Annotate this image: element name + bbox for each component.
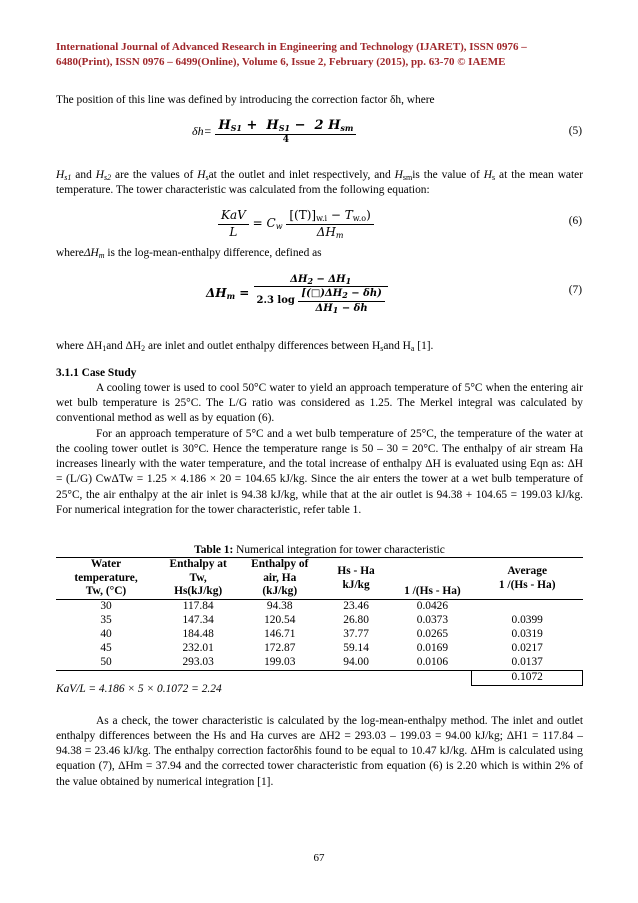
paragraph-check: As a check, the tower characteristic is calculated by the log-mean-enthalpy method. The inlet and outlet enthalpy differences between the Hs and Ha curves are ΔH2 = 293.03 – 199.03 = 94.00 kJ/kg; ΔH1 = 117.84 – 94.38 = 23.46 kJ/kg. The enthalpy correction factorδhis found to be equal to 10.47 kJ/kg. ΔHm is calculated using equation (7), ΔHm = 37.94 and the corrected tower characteristic from equation (6) is 2.20 which is within 2% of the value obtained by numerical integration [1].: [56, 715, 583, 788]
kav-result-line: KaV/L = 4.186 × 5 × 0.1072 = 2.24: [56, 683, 222, 695]
journal-header: [56, 40, 583, 71]
header-enthalpy-of-air: Enthalpy of air, Ha (kJ/kg): [251, 558, 309, 598]
table-row: 30 117.84 94.38 23.46 0.0426: [100, 600, 449, 613]
integration-table: [56, 557, 583, 686]
eq6-right-fraction: $\frac{[(T)]_{w.i} - T_{w.o})}{\Delta H_m}$: [286, 208, 373, 241]
table-caption: Table 1: Numerical integration for tower characteristic: [194, 544, 445, 556]
table-row: 50 293.03 199.03 94.00 0.0106 0.0137: [56, 656, 583, 670]
eq6-left-fraction: $\frac{\text{KaV}}{L}$: [218, 208, 249, 241]
page-number: 67: [313, 852, 325, 864]
eq7-number: (7): [568, 284, 582, 296]
header-water-temperature: Water temperature, Tw, (°C): [74, 558, 138, 598]
equation-5: [192, 117, 356, 147]
eq5-number: (5): [568, 125, 582, 137]
eq6-number: (6): [568, 215, 582, 227]
table-row: 40 184.48 146.71 37.77 0.0265 0.0319: [100, 627, 543, 640]
eq7-fraction: $\Delta H_2 - \Delta H_1$ 2.3 log $\frac{[(□)\Delta H_2 - \delta h)}{\Delta H_1 - \delta h}$: [254, 273, 388, 315]
table-header-row: [56, 558, 583, 600]
header-average: Average 1 /(Hs - Ha): [498, 564, 556, 591]
journal-header-line2: 6480(Print), ISSN 0976 – 6499(Online), Volume 6, Issue 2, February (2015), pp. 63-70 © IAEME: [56, 56, 506, 69]
section-title: 3.1.1 Case Study: [56, 367, 137, 379]
eq5-lhs: δh=: [192, 124, 212, 139]
paragraph-approach-temperature: For an approach temperature of 5°C and a wet bulb temperature of 25°C, the temperature of the water at the cooling tower outlet is 30°C. Hence the temperature range is 50 – 30 = 20°C. The enthalpy of air stream Ha increases linearly with the water temperature, and the total increase of enthalpy ΔH is evaluated using Eqn as: ΔH = (L/G) CwΔTw = 1.25 × 4.186 × 20 = 104.65 kJ/kg. Since the air enters the tower at a wet bulb temperature of 25°C, the air enthalpy at the air inlet is 94.38 kJ/kg, while that at the air outlet is 94.38 + 104.65 = 199.03 kJ/kg. For numerical integration for the tower characteristic, refer table 1.: [56, 428, 583, 516]
table-row: 35 147.34 120.54 26.80 0.0373 0.0399: [100, 613, 543, 626]
paragraph-log-mean: whereΔH$_m$ is the log-mean-enthalpy difference, defined as: [56, 247, 322, 260]
table-total: 0.1072: [472, 670, 583, 685]
table-row: 45 232.01 172.87 59.14 0.0169 0.0217: [100, 641, 543, 654]
equation-6: $\frac{\text{KaV}}{L}$ = $C_w$ $\frac{[(T)]_{w.i} - T_{w.o})}{\Delta H_m}$: [218, 208, 374, 241]
header-hs-minus-ha: Hs - Ha kJ/kg: [337, 564, 375, 591]
eq5-denominator: 4: [282, 135, 289, 146]
equation-7: $\Delta H_m$ = $\Delta H_2 - \Delta H_1$ 2.3 log $\frac{[(□)\Delta H_2 - \delta h)}{\Delta H_1 - \delta h}$: [206, 273, 388, 315]
eq5-numerator: $H_{S1} + H_{S1} - 2$ $H_{sm}$: [215, 117, 356, 135]
journal-header-line1: International Journal of Advanced Research in Engineering and Technology (IJARET), ISSN 0976 –: [56, 41, 527, 53]
paragraph-enthalpy-differences: where $\Delta H_1and$ $\Delta H_2$ are inlet and outlet enthalpy differences between $H_sand$ $H_a$ [1].: [56, 340, 434, 353]
eq5-fraction: [215, 117, 356, 147]
intro-paragraph: The position of this line was defined by introducing the correction factor δh, where: [56, 94, 435, 106]
header-inverse: 1 /(Hs - Ha): [404, 585, 461, 598]
header-enthalpy-at-tw: Enthalpy at Tw, Hs(kJ/kg): [169, 558, 227, 598]
paragraph-case-study: A cooling tower is used to cool 50°C water to yield an approach temperature of 5°C when the entering air wet bulb temperature is 25°C. The L/G ratio was considered as 1.25. The Merkel integral was calculated by conventional method as well as by equation (6).: [56, 382, 583, 425]
paragraph-values-of-hs: $H_{s1}$ and $H_{s2}$ are the values of $H_sat$ the outlet and inlet respectively, and $H_{sm}is$ the value of $H_s$ at the mean water temperature. The tower characteristic was calculated from the following equation:: [56, 169, 583, 197]
